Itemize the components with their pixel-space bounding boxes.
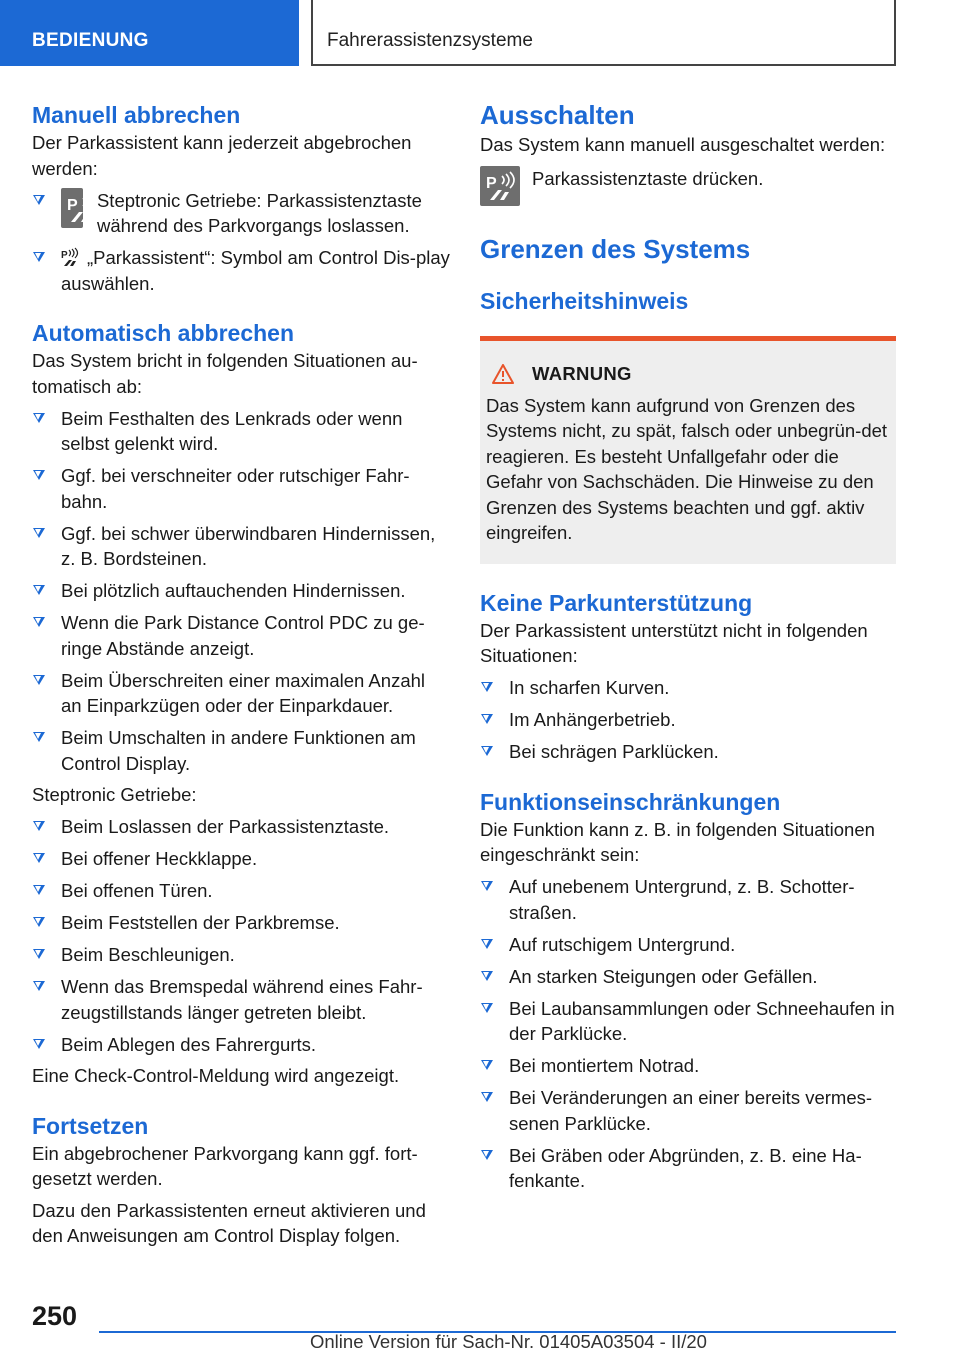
- list-item-text: Steptronic Getriebe: Parkassistenztaste während des Parkvorgangs loslassen.: [96, 189, 422, 236]
- bullet-icon: [481, 1003, 493, 1013]
- list-item: [32, 725, 450, 776]
- list-item-text: Beim Loslassen der Parkassistenztaste.: [61, 816, 390, 837]
- keine-list: [480, 675, 896, 765]
- chapter-tab: [311, 0, 896, 66]
- bullet-icon: [481, 1060, 493, 1070]
- list-item: [32, 942, 450, 968]
- left-column: [32, 100, 450, 1249]
- svg-text:P: P: [67, 196, 78, 214]
- list-item: [32, 846, 450, 872]
- list-item: [32, 245, 450, 296]
- list-item-text: Bei Laubansammlungen oder Schneehaufen in der Parklücke.: [509, 997, 895, 1044]
- list-item-text: Beim Festhalten des Lenkrads oder wenn selbst gelenkt wird.: [61, 407, 403, 454]
- warning-title: [486, 363, 888, 385]
- bullet-icon: [33, 528, 45, 538]
- bullet-icon: [481, 746, 493, 756]
- list-item-text: Auf unebenem Untergrund, z. B. Schotter-straßen.: [509, 876, 855, 923]
- warning-text: Das System kann aufgrund von Grenzen des Systems nicht, zu spät, falsch oder unbegrün-det reagieren. Es besteht Unfallgefahr oder die Gefahr von Sachschäden. Die Hinweise zu den Grenzen des Systems beachten und ggf. aktiv eingreifen.: [486, 394, 888, 543]
- list-item: [480, 996, 896, 1047]
- bullet-icon: [481, 1150, 493, 1160]
- park-assist-button-icon: [480, 166, 520, 206]
- einschraenkungen-intro: Die Funktion kann z. B. in folgenden Situationen eingeschränkt sein:: [480, 818, 875, 865]
- manuell-intro: Der Parkassistent kann jederzeit abgebrochen werden:: [32, 132, 412, 179]
- heading-grenzen: Grenzen des Systems: [480, 233, 751, 264]
- list-item: [32, 610, 450, 661]
- list-item: [480, 964, 896, 990]
- list-item-text: Bei Gräben oder Abgründen, z. B. eine Ha-fenkante.: [509, 1144, 862, 1191]
- warning-label: WARNUNG: [532, 362, 632, 384]
- list-item-text: Bei schrägen Parklücken.: [509, 741, 719, 762]
- bullet-icon: [481, 881, 493, 891]
- steptronic-list: [32, 814, 450, 1057]
- list-item: [32, 406, 450, 457]
- park-assist-symbol-icon: [61, 247, 81, 267]
- list-item: [32, 463, 450, 514]
- page-number: 250: [32, 1301, 78, 1331]
- steptronic-label: Steptronic Getriebe:: [32, 784, 197, 805]
- list-item-text: Ggf. bei verschneiter oder rutschiger Fahr-bahn.: [61, 465, 410, 512]
- list-item: [32, 521, 450, 572]
- list-item: [480, 739, 896, 765]
- heading-funktionseinschraenkungen: Funktionseinschränkungen: [480, 788, 781, 815]
- chapter-label: Fahrerassistenzsysteme: [327, 30, 533, 51]
- list-item-text: In scharfen Kurven.: [509, 677, 670, 698]
- manuell-list: [32, 188, 450, 297]
- heading-manuell: Manuell abbrechen: [32, 102, 241, 128]
- bullet-icon: [33, 949, 45, 959]
- list-item-text: Parkassistenztaste drücken.: [532, 167, 764, 189]
- check-control-note: Eine Check-Control-Meldung wird angezeigt.: [32, 1065, 400, 1086]
- list-item: [32, 814, 450, 840]
- fortsetzen-p2: Dazu den Parkassistenten erneut aktivieren und den Anweisungen am Control Display folgen.: [32, 1199, 426, 1246]
- list-item: [32, 878, 450, 904]
- list-item-text: Beim Ablegen des Fahrergurts.: [61, 1033, 317, 1055]
- list-item: [480, 874, 896, 925]
- park-assist-button-icon: [61, 188, 83, 228]
- heading-sicherheitshinweis: Sicherheitshinweis: [480, 287, 689, 314]
- svg-text:P: P: [486, 174, 497, 192]
- list-item-text: Wenn das Bremspedal während eines Fahr-zeugstillstands länger getreten bleibt.: [61, 976, 423, 1023]
- list-item: [32, 910, 450, 936]
- list-item-text: Wenn die Park Distance Control PDC zu ge-ringe Abstände anzeigt.: [61, 612, 425, 659]
- list-item-text: Beim Überschreiten einer maximalen Anzahl an Einparkzügen oder der Einparkdauer.: [61, 669, 426, 716]
- list-item-text: Auf rutschigem Untergrund.: [509, 933, 736, 955]
- automatisch-list: [32, 406, 450, 777]
- list-item: [480, 675, 896, 701]
- online-version-text: Online Version für Sach-Nr. 01405A03504 - II/20: [310, 1331, 707, 1352]
- list-item: [32, 668, 450, 719]
- bullet-icon: [33, 195, 45, 205]
- bullet-icon: [33, 981, 45, 991]
- list-item-text: Beim Feststellen der Parkbremse.: [61, 912, 340, 933]
- heading-keine-parkunterstuetzung: Keine Parkunterstützung: [480, 589, 753, 616]
- heading-automatisch: Automatisch abbrechen: [32, 320, 294, 346]
- list-item: [32, 974, 450, 1025]
- heading-ausschalten: Ausschalten: [480, 100, 635, 130]
- list-item-text: Bei Veränderungen an einer bereits vermes-senen Parklücke.: [509, 1087, 873, 1134]
- list-item: [32, 578, 450, 604]
- bullet-icon: [481, 939, 493, 949]
- fortsetzen-p1: Ein abgebrochener Parkvorgang kann ggf. fort-gesetzt werden.: [32, 1142, 418, 1189]
- bullet-icon: [33, 885, 45, 895]
- list-item-text: Im Anhängerbetrieb.: [509, 709, 676, 730]
- bullet-icon: [33, 585, 45, 595]
- warning-triangle-icon: [492, 364, 514, 384]
- right-column: [480, 100, 896, 1194]
- automatisch-intro: Das System bricht in folgenden Situationen au-tomatisch ab:: [32, 350, 418, 397]
- bullet-icon: [33, 675, 45, 685]
- bullet-icon: [33, 732, 45, 742]
- list-item-text: „Parkassistent“: Symbol am Control Dis-play auswählen.: [61, 247, 450, 294]
- einschraenkungen-list: [480, 874, 896, 1194]
- list-item-text: Bei offenen Türen.: [61, 880, 213, 901]
- bullet-icon: [33, 853, 45, 863]
- svg-text:P: P: [61, 250, 68, 261]
- list-item-text: Bei plötzlich auftauchenden Hindernissen.: [61, 580, 406, 601]
- bullet-icon: [33, 470, 45, 480]
- list-item: [480, 1053, 896, 1079]
- list-item-text: Beim Umschalten in andere Funktionen am Control Display.: [61, 727, 416, 774]
- bullet-icon: [33, 917, 45, 927]
- list-item: [32, 188, 450, 239]
- warning-box: [480, 336, 896, 564]
- list-item-text: Ggf. bei schwer überwindbaren Hindernissen, z. B. Bordsteinen.: [61, 522, 436, 569]
- bullet-icon: [33, 252, 45, 262]
- section-label: BEDIENUNG: [32, 30, 149, 51]
- list-item-text: Bei montiertem Notrad.: [509, 1055, 700, 1076]
- list-item: [480, 932, 896, 958]
- ausschalten-item: [480, 166, 896, 206]
- bullet-icon: [33, 617, 45, 627]
- list-item: [480, 707, 896, 733]
- list-item-text: Bei offener Heckklappe.: [61, 848, 258, 869]
- bullet-icon: [33, 1039, 45, 1049]
- bullet-icon: [33, 413, 45, 423]
- ausschalten-intro: Das System kann manuell ausgeschaltet werden:: [480, 134, 886, 155]
- list-item-text: An starken Steigungen oder Gefällen.: [509, 965, 818, 987]
- list-item: [480, 1085, 896, 1136]
- page-header: [0, 0, 960, 66]
- heading-fortsetzen: Fortsetzen: [32, 1112, 149, 1139]
- list-item: [32, 1032, 450, 1058]
- section-tab: [0, 0, 299, 66]
- bullet-icon: [481, 1092, 493, 1102]
- list-item: [480, 1143, 896, 1194]
- bullet-icon: [481, 714, 493, 724]
- bullet-icon: [33, 821, 45, 831]
- bullet-icon: [481, 682, 493, 692]
- bullet-icon: [481, 971, 493, 981]
- list-item-text: Beim Beschleunigen.: [61, 944, 235, 965]
- keine-intro: Der Parkassistent unterstützt nicht in folgenden Situationen:: [480, 619, 868, 666]
